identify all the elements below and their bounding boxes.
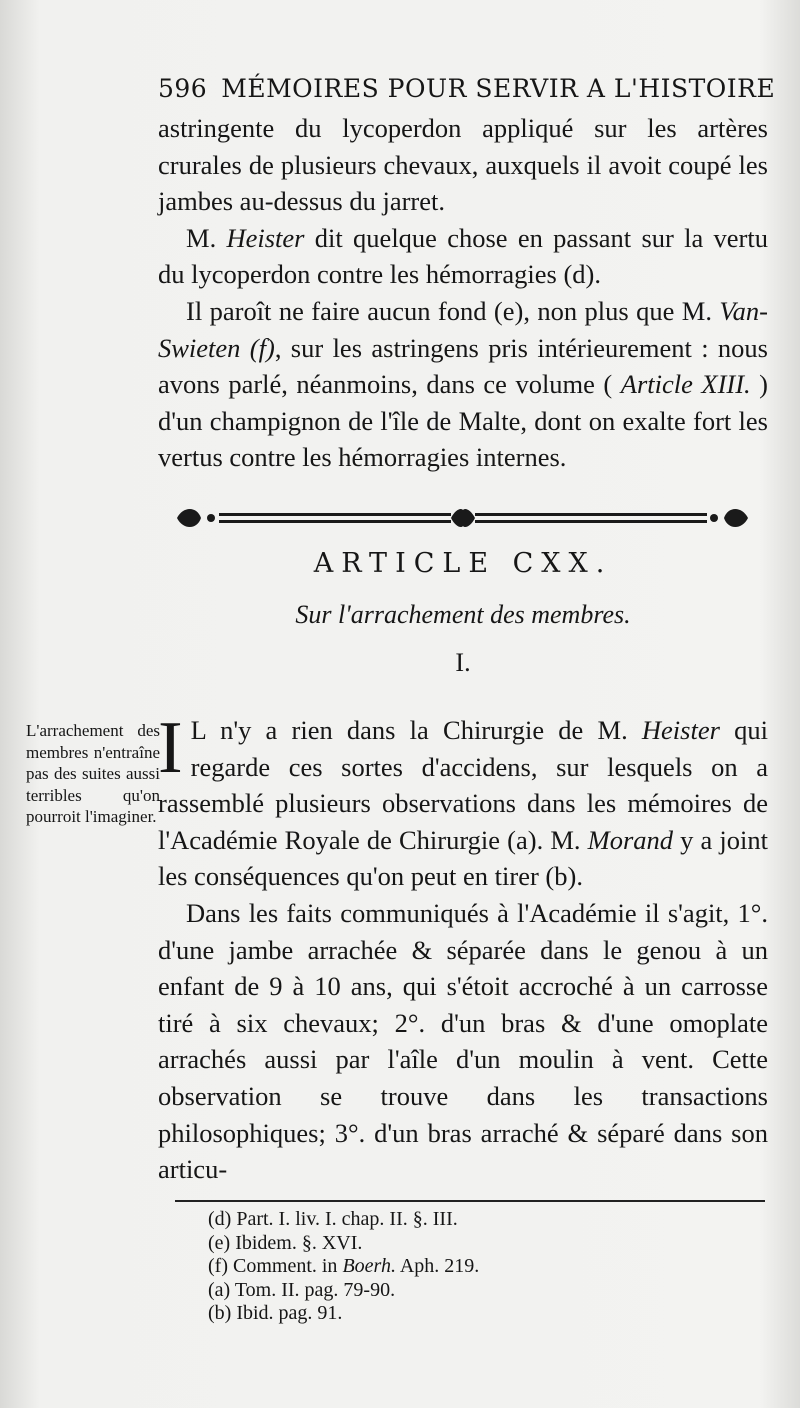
paragraph-intro (158, 707, 768, 895)
footnotes (208, 1208, 728, 1326)
author-name: Van-Swieten (f) (158, 295, 768, 363)
bleed-through-text (30, 215, 36, 242)
drop-cap: I (158, 707, 183, 789)
running-header (158, 74, 776, 108)
author-name: Morand (587, 824, 674, 855)
article-reference: Article XIII. (620, 369, 751, 400)
page-number: 596 (158, 74, 208, 103)
margin-note: L'arrachement des membres n'entraîne pas des suites aussi terribles qu'on pourroit l'imaginer. (26, 721, 160, 826)
paragraph-heister (158, 220, 768, 293)
paragraph-continuation: astringente du lycoperdon appliqué sur les artères crurales de plusieurs chevaux, auxquels il avoit coupé les jambes au-dessus du jarret. (158, 113, 768, 217)
footnote-mark: (e) (208, 1231, 231, 1254)
footnote-text: Part. I. liv. I. chap. II. §. III. (236, 1208, 458, 1230)
text-run: L n'y a rien dans la Chirurgie de M. (190, 715, 642, 745)
text-run: M. (186, 222, 227, 253)
footnote (208, 1208, 728, 1232)
footnote-mark: (d) (208, 1208, 232, 1230)
footnote-text: Comment. in (232, 1255, 343, 1277)
footnote-text: Ibid. pag. 91. (236, 1302, 343, 1324)
footnote-mark: (b) (208, 1302, 232, 1324)
running-title: MÉMOIRES POUR SERVIR A L'HISTOIRE (221, 74, 776, 103)
paragraph-faits: Dans les faits communiqués à l'Académie il s'agit, 1°. d'une jambe arrachée & séparée dans le genou à un enfant de 9 à 10 ans, qui s'étoit accroché à un carrosse tiré à six chevaux; 2°. d'un bras & d'une omoplate arrachés aussi par l'aîle d'un moulin à vent. Cette observation se trouve dans les transactions philosophiques; 3°. d'un bras arraché & séparé dans son articu- (158, 897, 768, 1185)
ornament-divider (175, 504, 750, 532)
section-number: I. (455, 648, 471, 677)
article-subtitle: Sur l'arrachement des membres. (295, 600, 631, 629)
footnote-mark: (a) (208, 1278, 231, 1301)
text-run: dit quelque chose en passant sur la vertu du lycoperdon contre les hémorragies (d). (158, 222, 768, 290)
text-run: qui regarde ces sortes d'accidens, sur lesquels on a rassemblé plusieurs observations dans les mémoires de l'Académie Royale de Chirurgie (a). M. (158, 715, 768, 855)
author-name: Heister (226, 222, 305, 253)
footnote (208, 1302, 728, 1326)
top-text-block (158, 110, 768, 476)
paragraph-astringens (158, 293, 768, 476)
article-title: ARTICLE CXX. (313, 548, 613, 579)
footnote-text: Ibidem. §. XVI. (235, 1231, 363, 1254)
text-run: Il paroît ne faire aucun fond (e), non plus que M. (186, 295, 720, 326)
footnote (208, 1255, 728, 1279)
footnote-text: Aph. 219. (395, 1255, 480, 1277)
author-name: Heister (641, 715, 720, 745)
text-run: , sur les astringens pris intérieurement : nous avons parlé, néanmoins, dans ce volume ( (158, 332, 768, 400)
footnote-mark: (f) (208, 1255, 228, 1277)
footnote (208, 1232, 728, 1256)
footnote-text: Tom. II. pag. 79-90. (234, 1278, 396, 1301)
main-text-block (158, 707, 768, 1188)
footnote (208, 1279, 728, 1303)
text-run: ) d'un champignon de l'île de Malte, dont on exalte fort les vertus contre les hémorragies internes. (158, 369, 768, 473)
text-run: y a joint les conséquences qu'on peut en tirer (b). (158, 824, 768, 892)
footnote-italic: Boerh. (342, 1255, 396, 1277)
footnote-rule (175, 1200, 765, 1202)
